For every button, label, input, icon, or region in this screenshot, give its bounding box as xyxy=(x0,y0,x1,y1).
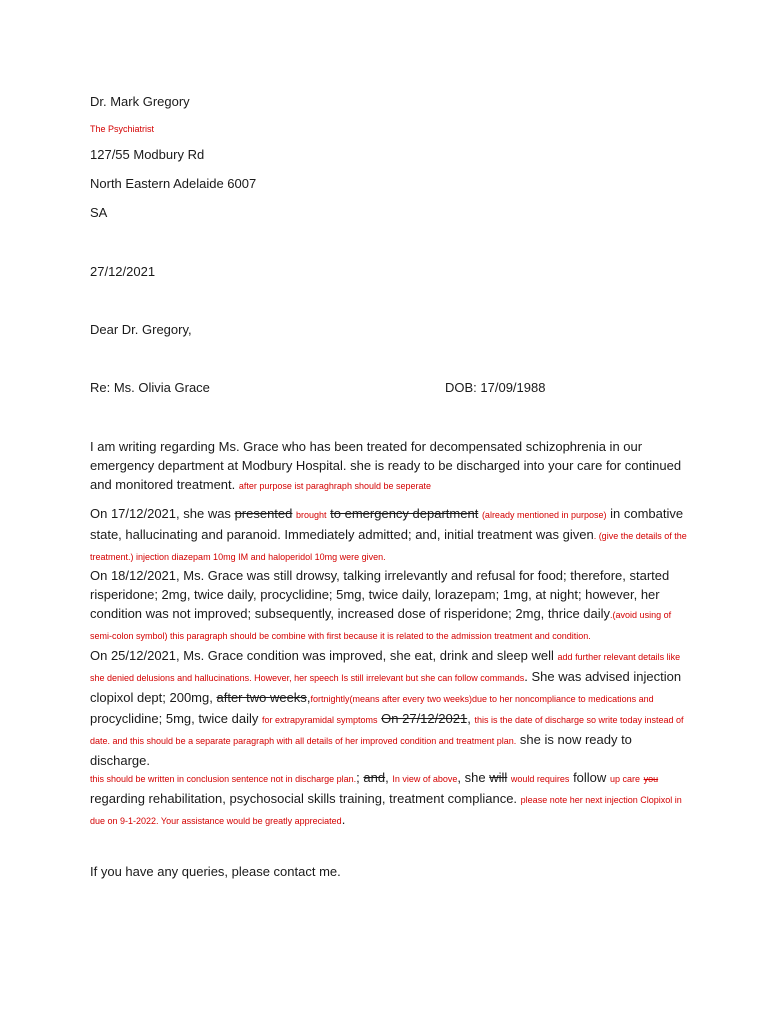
paragraph-3 xyxy=(90,566,690,646)
p5-strike-3: you xyxy=(643,774,659,784)
address-line-2: North Eastern Adelaide 6007 xyxy=(90,176,257,191)
paragraph-2 xyxy=(90,504,690,567)
p4-text-c: , xyxy=(306,690,311,705)
p3-note: .(avoid using of semi-colon symbol) this paragraph should be combine with first because it is related to the admission treatment and condition. xyxy=(90,610,672,641)
p4-strike-2: On 27/12/2021 xyxy=(381,711,468,726)
p5-note-5: please note her next injection Clopixol in due on 9-1-2022. Your assistance would be greatly appreciated xyxy=(90,795,682,826)
p4-text-d: procyclidine; 5mg, twice daily xyxy=(90,711,259,726)
p5-strike-1: and xyxy=(363,770,386,785)
p4-note-3: for extrapyramidal symptoms xyxy=(261,715,378,725)
p5-text-d: follow xyxy=(573,770,607,785)
p4-text-b: . She was advised injection clopixol dept; 200mg, xyxy=(90,669,682,705)
p1-text: I am writing regarding Ms. Grace who has been treated for decompensated schizophrenia in our emergency department at Modbury Hospital. she is ready to be discharged into your care for continued and monitored treatment. xyxy=(90,439,682,492)
p5-text-b: , xyxy=(385,770,389,785)
p2-text-a: On 17/12/2021, she was xyxy=(90,506,231,521)
re-line xyxy=(90,380,690,396)
p2-note-1: (already mentioned in purpose) xyxy=(481,510,607,520)
salutation: Dear Dr. Gregory, xyxy=(90,322,192,337)
p4-strike-1: after two weeks xyxy=(216,690,307,705)
p3-text: On 18/12/2021, Ms. Grace was still drowsy, talking irrelevantly and refusal for food; therefore, started risperidone; 2mg, twice daily, procyclidine; 5mg, twice daily, lorazepam; 1mg, at night; however, her condition was not improved; subsequently, increased dose of risperidone; 2mg, thrice daily xyxy=(90,568,670,621)
p2-strike-2: to emergency department xyxy=(330,506,479,521)
address-state: SA xyxy=(90,205,108,220)
re-dob: DOB: 17/09/1988 xyxy=(445,380,546,395)
p4-note-1: add further relevant details like she denied delusions and hallucinations. However, her speech Is still irrelevant but she can follow commands xyxy=(90,652,681,683)
recipient-name: Dr. Mark Gregory xyxy=(90,94,190,109)
p2-text-b: in combative state, hallucinating and paranoid. Immediately admitted; and, initial treatment was given xyxy=(90,506,684,542)
p5-note-2: In view of above xyxy=(392,774,458,784)
re-patient: Re: Ms. Olivia Grace xyxy=(90,380,210,395)
p4-text-a: On 25/12/2021, Ms. Grace condition was improved, she eat, drink and sleep well xyxy=(90,648,554,663)
p5-note-1: this should be written in conclusion sentence not in discharge plan. xyxy=(90,774,357,784)
p2-note-2: . (give the details of the treatment.) injection diazepam 10mg IM and haloperidol 10mg were given. xyxy=(90,531,687,562)
letter-date: 27/12/2021 xyxy=(90,264,156,279)
p5-text-a: ; xyxy=(356,770,364,785)
p4-text-e: , xyxy=(467,711,471,726)
paragraph-1 xyxy=(90,437,690,496)
p4-text-f: she is now ready to discharge. xyxy=(90,732,632,768)
p4-note-2: fortnightly(means after every two weeks)due to her noncompliance to medications and xyxy=(310,694,654,704)
p4-note-4: this is the date of discharge so write today instead of date. and this should be a separate paragraph with all details of her improved condition and treatment plan. xyxy=(90,715,684,746)
closing-line: If you have any queries, please contact me. xyxy=(90,864,341,879)
paragraph-4 xyxy=(90,646,690,770)
address-line-1: 127/55 Modbury Rd xyxy=(90,147,205,162)
p1-note: after purpose ist paraghraph should be seperate xyxy=(238,481,432,491)
p2-strike-1: presented xyxy=(234,506,293,521)
p5-strike-2: will xyxy=(489,770,508,785)
p5-text-e: regarding rehabilitation, psychosocial skills training, treatment compliance. xyxy=(90,791,518,806)
recipient-role: The Psychiatrist xyxy=(90,124,155,134)
paragraph-5 xyxy=(90,768,690,831)
p2-insert-1: brought xyxy=(296,510,327,520)
p5-note-4: up care xyxy=(609,774,640,784)
p5-text-c: , she xyxy=(457,770,486,785)
p5-text-f: . xyxy=(341,812,346,827)
p5-note-3: would requires xyxy=(510,774,570,784)
